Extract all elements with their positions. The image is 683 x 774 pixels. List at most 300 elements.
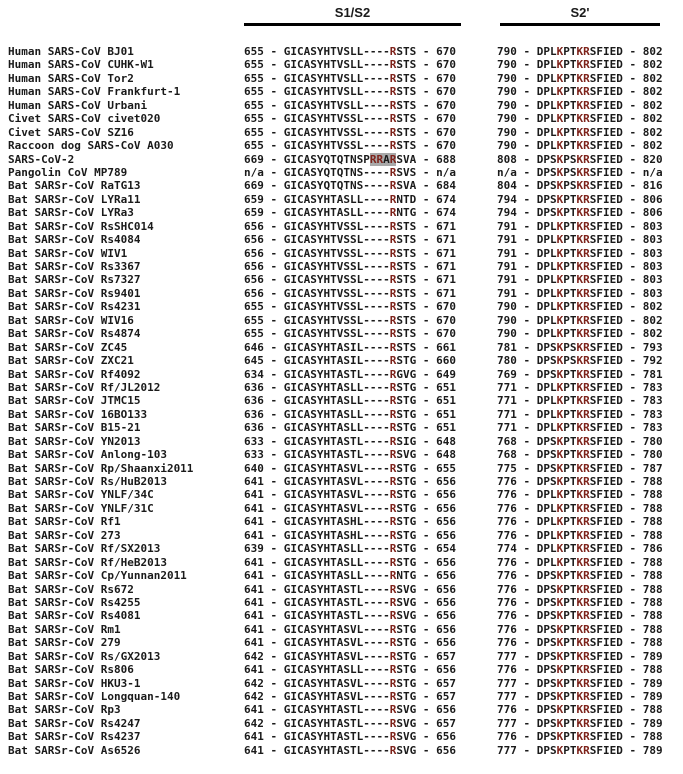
alignment-row (0, 596, 683, 609)
basic-residue: R (583, 246, 590, 260)
basic-residue: K (556, 555, 564, 569)
virus-name: Bat SARSr-CoV YN2013 (8, 434, 141, 448)
s2prime-sequence: 776 - DPSKPTKRSFIED - 788 (497, 609, 663, 623)
s1s2-sequence: 641 - GICASYHTASTL----RSVG - 656 (244, 703, 456, 717)
basic-residue: R (389, 125, 397, 139)
basic-residue: K (556, 636, 564, 650)
s1s2-sequence: 655 - GICASYHTVSSL----RSTS - 670 (244, 112, 456, 126)
virus-name: Bat SARSr-CoV JTMC15 (8, 394, 141, 408)
s2prime-sequence: 790 - DPLKPTKRSFIED - 802 (497, 300, 663, 314)
basic-residue: K (576, 367, 584, 381)
basic-residue: R (583, 663, 590, 677)
basic-residue: R (389, 488, 397, 502)
alignment-row (0, 126, 683, 139)
basic-residue: K (556, 85, 564, 99)
basic-residue: K (556, 125, 564, 139)
basic-residue: R (583, 649, 590, 663)
s2prime-sequence: 790 - DPLKPTKRSFIED - 802 (497, 71, 663, 85)
basic-residue: R (389, 622, 397, 636)
alignment-row (0, 717, 683, 730)
alignment-row (0, 354, 683, 367)
virus-name: Bat SARSr-CoV 16BO133 (8, 407, 148, 421)
s2prime-sequence: 771 - DPLKPTKRSFIED - 783 (497, 394, 663, 408)
s1s2-sequence: 656 - GICASYHTVSSL----RSTS - 671 (244, 233, 456, 247)
s2prime-sequence: 791 - DPLKPTKRSFIED - 803 (497, 260, 663, 273)
basic-residue: K (556, 327, 564, 341)
alignment-row (0, 690, 683, 703)
alignment-row (0, 287, 683, 300)
virus-name: Bat SARSr-CoV Rf/HeB2013 (8, 555, 167, 569)
basic-residue: K (556, 139, 564, 153)
virus-name: Bat SARSr-CoV RaTG13 (8, 179, 141, 193)
s1s2-sequence: 655 - GICASYHTVSSL----RSTS - 670 (244, 125, 456, 139)
alignment-row (0, 462, 683, 475)
s1s2-sequence: 659 - GICASYHTASLL----RNTD - 674 (244, 192, 456, 206)
basic-residue: K (556, 286, 564, 300)
basic-residue: K (576, 609, 584, 623)
virus-name: Bat SARSr-CoV Rs9401 (8, 286, 141, 300)
virus-name: Bat SARSr-CoV Rf1 (8, 515, 121, 529)
basic-residue: R (583, 260, 590, 273)
basic-residue: K (556, 380, 564, 394)
basic-residue: R (583, 716, 590, 730)
basic-residue: R (389, 555, 397, 569)
virus-name: Bat SARSr-CoV Longquan-140 (8, 690, 181, 703)
basic-residue: R (583, 58, 590, 72)
alignment-row (0, 99, 683, 112)
s2prime-sequence: 776 - DPSKPTKRSFIED - 788 (497, 622, 663, 636)
basic-residue: R (389, 98, 397, 112)
s1s2-sequence: 641 - GICASYHTASTL----RSVG - 656 (244, 730, 456, 744)
basic-residue: K (576, 636, 584, 650)
s1s2-sequence: 655 - GICASYHTVSSL----RSTS - 670 (244, 313, 456, 327)
s1s2-sequence: 641 - GICASYHTASTL----RSVG - 656 (244, 743, 456, 757)
basic-residue: R (583, 112, 590, 126)
s1s2-sequence: 641 - GICASYHTASVL----RSTG - 656 (244, 501, 456, 515)
virus-name: Bat SARSr-CoV Rs/GX2013 (8, 649, 161, 663)
s1s2-sequence: 656 - GICASYHTVSSL----RSTS - 671 (244, 260, 456, 273)
basic-residue: R (583, 555, 590, 569)
alignment-row (0, 327, 683, 340)
s2prime-sequence: 768 - DPSKPTKRSFIED - 780 (497, 434, 663, 448)
s1s2-sequence: 656 - GICASYHTVSSL----RSTS - 671 (244, 273, 456, 287)
basic-residue: R (389, 461, 397, 475)
alignment-row (0, 193, 683, 206)
basic-residue: R (389, 394, 397, 408)
s2prime-sequence: 768 - DPSKPTKRSFIED - 780 (497, 448, 663, 462)
basic-residue: K (556, 219, 564, 233)
alignment-row (0, 408, 683, 421)
basic-residue: K (556, 367, 564, 381)
basic-residue: K (576, 595, 584, 609)
basic-residue: R (389, 327, 397, 341)
basic-residue: K (556, 421, 564, 435)
basic-residue: R (389, 340, 397, 354)
virus-name: Bat SARSr-CoV LYRa11 (8, 192, 141, 206)
basic-residue: R (583, 690, 590, 703)
column-headers (0, 5, 683, 26)
basic-residue: K (556, 609, 564, 623)
basic-residue: R (389, 300, 397, 314)
basic-residue: K (556, 206, 564, 220)
basic-residue: K (576, 152, 584, 166)
s2prime-sequence: 790 - DPLKPTKRSFIED - 802 (497, 327, 663, 341)
basic-residue: R (583, 206, 590, 220)
s2prime-sequence: 776 - DPSKPTKRSFIED - 788 (497, 582, 663, 596)
s2prime-sequence: 771 - DPLKPTKRSFIED - 783 (497, 407, 663, 421)
alignment-row (0, 179, 683, 192)
s2prime-sequence: 791 - DPLKPTKRSFIED - 803 (497, 273, 663, 287)
basic-residue: K (556, 192, 564, 206)
basic-residue: R (583, 407, 590, 421)
basic-residue: K (576, 515, 584, 529)
basic-residue: K (576, 582, 584, 596)
s1s2-sequence: 636 - GICASYHTASLL----RSTG - 651 (244, 394, 456, 408)
basic-residue: R (583, 192, 590, 206)
basic-residue: R (583, 394, 590, 408)
basic-residue: R (583, 179, 590, 193)
s1s2-sequence: n/a - GICASYQTQTNS----RSVS - n/a (244, 165, 456, 179)
basic-residue: R (583, 501, 590, 515)
alignment-row (0, 435, 683, 448)
virus-name: Bat SARSr-CoV As6526 (8, 743, 141, 757)
s1s2-sequence: 642 - GICASYHTASVL----RSTG - 657 (244, 676, 456, 690)
basic-residue: K (556, 743, 564, 757)
basic-residue: K (556, 716, 564, 730)
alignment-row (0, 58, 683, 71)
s2prime-sequence: 808 - DPSKPSKRSFIED - 820 (497, 152, 663, 166)
virus-name: Bat SARSr-CoV Cp/Yunnan2011 (8, 569, 187, 583)
s2prime-sequence: 777 - DPSKPTKRSFIED - 789 (497, 716, 663, 730)
alignment-row (0, 663, 683, 676)
s1s2-sequence: 656 - GICASYHTVSSL----RSTS - 671 (244, 246, 456, 260)
basic-residue: K (576, 340, 584, 354)
s2prime-sequence: 790 - DPLKPTKRSFIED - 802 (497, 58, 663, 72)
s2prime-sequence: 781 - DPSKPSKRSFIED - 793 (497, 340, 663, 354)
basic-residue: R (389, 407, 397, 421)
virus-name: Bat SARSr-CoV Rs4247 (8, 716, 141, 730)
basic-residue: K (556, 394, 564, 408)
virus-name: Bat SARSr-CoV Rf4092 (8, 367, 141, 381)
s1s2-sequence: 634 - GICASYHTASTL----RGVG - 649 (244, 367, 456, 381)
basic-residue: K (576, 649, 584, 663)
virus-name: Human SARS-CoV Frankfurt-1 (8, 85, 181, 99)
basic-residue: K (576, 327, 584, 341)
s2prime-sequence: 776 - DPLKPTKRSFIED - 788 (497, 555, 663, 569)
basic-residue: K (576, 434, 584, 448)
virus-name: Bat SARSr-CoV YNLF/31C (8, 501, 154, 515)
basic-residue: R (583, 595, 590, 609)
s1s2-sequence: 633 - GICASYHTASTL----RSIG - 648 (244, 434, 456, 448)
basic-residue: R (389, 690, 397, 703)
alignment-row (0, 206, 683, 219)
virus-name: Human SARS-CoV CUHK-W1 (8, 58, 154, 72)
virus-name: Bat SARSr-CoV 279 (8, 636, 121, 650)
virus-name: Bat SARSr-CoV RsSHC014 (8, 219, 154, 233)
basic-residue: R (389, 663, 397, 677)
s1s2-sequence: 641 - GICASYHTASVL----RSTG - 656 (244, 475, 456, 488)
basic-residue: K (576, 125, 584, 139)
virus-name: Bat SARSr-CoV Rf/JL2012 (8, 380, 161, 394)
s2prime-sequence: 790 - DPLKPTKRSFIED - 802 (497, 313, 663, 327)
s2prime-sequence: 776 - DPSKPTKRSFIED - 788 (497, 595, 663, 609)
basic-residue: K (576, 555, 584, 569)
basic-residue: R (583, 515, 590, 529)
basic-residue: R (583, 488, 590, 502)
s2prime-sequence: 776 - DPSKPTKRSFIED - 788 (497, 663, 663, 677)
virus-name: Bat SARSr-CoV Rf/SX2013 (8, 542, 161, 556)
basic-residue: K (576, 85, 584, 99)
s2prime-sequence: 776 - DPSKPTKRSFIED - 788 (497, 475, 663, 488)
basic-residue: K (576, 273, 584, 287)
basic-residue: R (389, 448, 397, 462)
basic-residue: K (556, 165, 564, 179)
basic-residue: R (389, 85, 397, 99)
basic-residue: K (576, 475, 584, 488)
alignment-row (0, 677, 683, 690)
s1s2-sequence: 655 - GICASYHTVSSL----RSTS - 670 (244, 300, 456, 314)
basic-residue: R (583, 273, 590, 287)
basic-residue: K (576, 663, 584, 677)
basic-residue: R (583, 421, 590, 435)
s1s2-sequence: 659 - GICASYHTASLL----RNTG - 674 (244, 206, 456, 220)
basic-residue: R (583, 609, 590, 623)
basic-residue: R (583, 313, 590, 327)
virus-name: Bat SARSr-CoV Rs806 (8, 663, 134, 677)
s2prime-sequence: 769 - DPSKPTKRSFIED - 781 (497, 367, 663, 381)
s1s2-sequence: 655 - GICASYHTVSSL----RSTS - 670 (244, 139, 456, 153)
s2prime-sequence: 790 - DPLKPTKRSFIED - 802 (497, 139, 663, 153)
basic-residue: R (389, 609, 397, 623)
virus-name: Civet SARS-CoV SZ16 (8, 125, 134, 139)
alignment-row (0, 556, 683, 569)
basic-residue: R (583, 743, 590, 757)
basic-residue: R (389, 139, 397, 153)
s1s2-sequence: 656 - GICASYHTVSSL----RSTS - 671 (244, 286, 456, 300)
s2prime-sequence: 794 - DPSKPTKRSFIED - 806 (497, 206, 663, 220)
virus-name: Civet SARS-CoV civet020 (8, 112, 161, 126)
basic-residue: K (556, 475, 564, 488)
virus-name: Bat SARSr-CoV Rs4255 (8, 595, 141, 609)
virus-name: Bat SARSr-CoV Rs4084 (8, 233, 141, 247)
basic-residue: K (556, 273, 564, 287)
alignment-row (0, 569, 683, 582)
alignment-row (0, 314, 683, 327)
s1s2-sequence: 633 - GICASYHTASTL----RSVG - 648 (244, 448, 456, 462)
basic-residue: R (389, 582, 397, 596)
basic-residue: R (583, 71, 590, 85)
basic-residue: R (583, 582, 590, 596)
basic-residue: K (576, 676, 584, 690)
basic-residue: R (389, 542, 397, 556)
alignment-row (0, 45, 683, 58)
basic-residue: K (576, 165, 584, 179)
basic-residue: R (583, 622, 590, 636)
virus-name: Bat SARSr-CoV ZC45 (8, 340, 128, 354)
alignment-row (0, 703, 683, 716)
basic-residue: K (556, 703, 564, 717)
basic-residue: R (583, 98, 590, 112)
basic-residue: K (556, 569, 564, 583)
alignment-row (0, 448, 683, 461)
basic-residue: R (389, 367, 397, 381)
basic-residue: R (389, 260, 397, 273)
s2prime-sequence: 790 - DPLKPTKRSFIED - 802 (497, 85, 663, 99)
basic-residue: K (576, 528, 584, 542)
s1s2-sequence: 656 - GICASYHTVSSL----RSTS - 671 (244, 219, 456, 233)
basic-residue: K (576, 488, 584, 502)
basic-residue: K (556, 233, 564, 247)
basic-residue: K (556, 179, 564, 193)
s2prime-sequence: 804 - DPSKPSKRSFIED - 816 (497, 179, 663, 193)
virus-name: Bat SARSr-CoV YNLF/34C (8, 488, 154, 502)
basic-residue: R (583, 569, 590, 583)
basic-residue: R (389, 219, 397, 233)
alignment-row (0, 583, 683, 596)
basic-residue: K (556, 542, 564, 556)
basic-residue: K (556, 515, 564, 529)
basic-residue: R (389, 434, 397, 448)
alignment-row (0, 72, 683, 85)
alignment-row (0, 623, 683, 636)
basic-residue: R (583, 367, 590, 381)
virus-name: Bat SARSr-CoV 273 (8, 528, 121, 542)
basic-residue: R (583, 380, 590, 394)
virus-name: Bat SARSr-CoV HKU3-1 (8, 676, 141, 690)
virus-name: Bat SARSr-CoV Rs7327 (8, 273, 141, 287)
s2prime-sequence: 777 - DPSKPTKRSFIED - 789 (497, 690, 663, 703)
basic-residue: R (389, 58, 397, 72)
virus-name: Bat SARSr-CoV ZXC21 (8, 354, 134, 368)
furin-site-box-residue: A (383, 152, 390, 166)
basic-residue: K (576, 206, 584, 220)
basic-residue: K (556, 407, 564, 421)
basic-residue: K (556, 663, 564, 677)
furin-site-box-residue: R (369, 152, 377, 166)
basic-residue: R (389, 501, 397, 515)
basic-residue: R (389, 380, 397, 394)
basic-residue: K (576, 354, 584, 368)
basic-residue: K (576, 421, 584, 435)
basic-residue: R (583, 676, 590, 690)
basic-residue: K (556, 730, 564, 744)
basic-residue: R (583, 340, 590, 354)
basic-residue: R (583, 354, 590, 368)
s1s2-sequence: 641 - GICASYHTASLL----RSTG - 656 (244, 663, 456, 677)
s1s2-sequence: 636 - GICASYHTASLL----RSTG - 651 (244, 421, 456, 435)
basic-residue: K (556, 58, 564, 72)
basic-residue: K (556, 528, 564, 542)
basic-residue: K (576, 569, 584, 583)
s2prime-sequence: 775 - DPSKPTKRSFIED - 787 (497, 461, 663, 475)
alignment-row (0, 233, 683, 246)
alignment-row (0, 744, 683, 757)
basic-residue: R (389, 569, 397, 583)
basic-residue: K (576, 246, 584, 260)
virus-name: Bat SARSr-CoV LYRa3 (8, 206, 134, 220)
basic-residue: R (583, 528, 590, 542)
alignment-row (0, 394, 683, 407)
virus-name: Bat SARSr-CoV Rs4231 (8, 300, 141, 314)
basic-residue: K (576, 716, 584, 730)
alignment-row (0, 85, 683, 98)
basic-residue: R (583, 327, 590, 341)
s1s2-sequence: 641 - GICASYHTASHL----RSTG - 656 (244, 515, 456, 529)
virus-name: Bat SARSr-CoV Anlong-103 (8, 448, 167, 462)
basic-residue: K (556, 582, 564, 596)
basic-residue: K (556, 595, 564, 609)
virus-name: Bat SARSr-CoV Rp/Shaanxi2011 (8, 461, 194, 475)
basic-residue: R (389, 354, 397, 368)
basic-residue: K (556, 71, 564, 85)
basic-residue: K (576, 542, 584, 556)
s2prime-sequence: 791 - DPLKPTKRSFIED - 803 (497, 233, 663, 247)
basic-residue: K (576, 461, 584, 475)
s2prime-sequence: 791 - DPLKPTKRSFIED - 803 (497, 286, 663, 300)
s1s2-sequence: 641 - GICASYHTASTL----RSVG - 656 (244, 595, 456, 609)
basic-residue: K (556, 98, 564, 112)
s1s2-sequence: 641 - GICASYHTASTL----RSVG - 656 (244, 582, 456, 596)
basic-residue: R (583, 125, 590, 139)
alignment-row (0, 273, 683, 286)
name-column-spacer (8, 5, 244, 26)
basic-residue: K (576, 501, 584, 515)
basic-residue: K (556, 461, 564, 475)
basic-residue: R (389, 179, 397, 193)
virus-name: Human SARS-CoV Tor2 (8, 71, 134, 85)
basic-residue: K (576, 313, 584, 327)
virus-name: Raccoon dog SARS-CoV A030 (8, 139, 174, 153)
basic-residue: R (389, 273, 397, 287)
s2prime-sequence: 776 - DPSKPTKRSFIED - 788 (497, 636, 663, 650)
basic-residue: K (576, 139, 584, 153)
basic-residue: R (583, 475, 590, 488)
s1s2-sequence: 655 - GICASYHTVSLL----RSTS - 670 (244, 58, 456, 72)
basic-residue: K (556, 434, 564, 448)
basic-residue: R (389, 421, 397, 435)
basic-residue: R (583, 703, 590, 717)
s2prime-sequence: 794 - DPSKPTKRSFIED - 806 (497, 192, 663, 206)
basic-residue: K (576, 58, 584, 72)
basic-residue: R (583, 165, 590, 179)
s2prime-sequence: 777 - DPSKPTKRSFIED - 789 (497, 743, 663, 757)
basic-residue: R (583, 233, 590, 247)
basic-residue: R (389, 595, 397, 609)
basic-residue: R (389, 206, 397, 220)
s2prime-sequence: 777 - DPSKPTKRSFIED - 789 (497, 649, 663, 663)
s2prime-sequence: 774 - DPLKPTKRSFIED - 786 (497, 542, 663, 556)
s2prime-sequence: 790 - DPLKPTKRSFIED - 802 (497, 45, 663, 58)
s1s2-sequence: 655 - GICASYHTVSLL----RSTS - 670 (244, 85, 456, 99)
s2prime-sequence: 771 - DPLKPTKRSFIED - 783 (497, 421, 663, 435)
basic-residue: R (389, 716, 397, 730)
alignment-row (0, 515, 683, 528)
s2prime-sequence: n/a - DPSKPSKRSFIED - n/a (497, 165, 663, 179)
s1s2-sequence: 636 - GICASYHTASLL----RSTG - 651 (244, 380, 456, 394)
s2prime-sequence: 791 - DPLKPTKRSFIED - 803 (497, 219, 663, 233)
s1s2-sequence: 655 - GICASYHTVSLL----RSTS - 670 (244, 98, 456, 112)
alignment-row (0, 112, 683, 125)
basic-residue: K (556, 112, 564, 126)
s1s2-sequence: 639 - GICASYHTASLL----RSTG - 654 (244, 542, 456, 556)
virus-name: Bat SARSr-CoV Rs/HuB2013 (8, 475, 167, 488)
basic-residue: K (576, 98, 584, 112)
s2prime-sequence: 790 - DPLKPTKRSFIED - 802 (497, 125, 663, 139)
s1s2-sequence: 655 - GICASYHTVSLL----RSTS - 670 (244, 71, 456, 85)
basic-residue: R (389, 515, 397, 529)
basic-residue: R (583, 152, 590, 166)
basic-residue: R (389, 71, 397, 85)
